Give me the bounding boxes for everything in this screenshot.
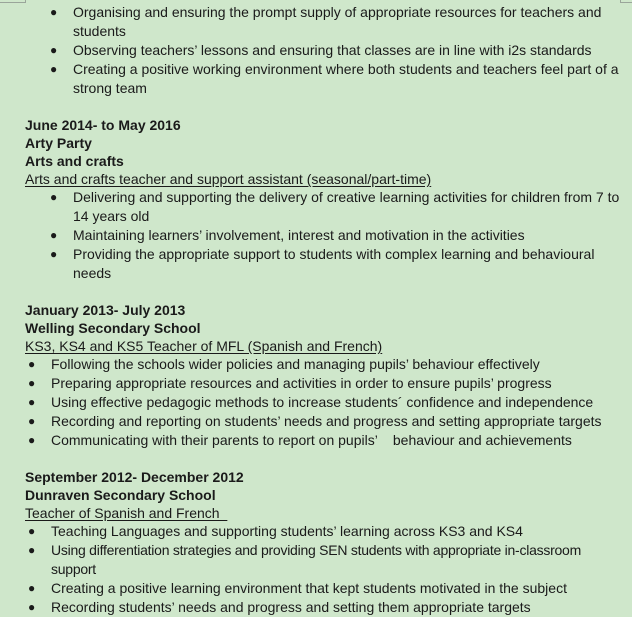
bullet-icon: ●: [28, 433, 36, 447]
list-item: [0, 3, 632, 41]
bullet-list: [0, 3, 632, 98]
section-arty-party: [0, 116, 632, 283]
list-item-text: Following the schools wider policies and managing pupils’ behaviour effectively: [51, 356, 540, 372]
list-item: [0, 579, 632, 598]
list-item: [0, 541, 632, 579]
list-item-text: Maintaining learners’ involvement, interest and motivation in the activities: [73, 227, 525, 243]
job-employer: Welling Secondary School: [25, 320, 201, 336]
job-role: [0, 337, 632, 355]
bullet-icon: ●: [50, 5, 58, 19]
bullet-icon: ●: [50, 228, 58, 242]
list-item: [0, 522, 632, 541]
list-item-text: Teaching Languages and supporting students’ learning across KS3 and KS4: [51, 523, 523, 539]
bullet-icon: ●: [28, 414, 36, 428]
bullet-icon: ●: [50, 62, 58, 76]
list-item-text: Recording and reporting on students’ needs and progress and setting appropriate targets: [51, 413, 602, 429]
bullet-icon: ●: [28, 581, 36, 595]
list-item: [0, 374, 632, 393]
list-item-text: Observing teachers’ lessons and ensuring that classes are in line with i2s standards: [73, 42, 592, 58]
section-dunraven: [0, 468, 632, 617]
bullet-icon: ●: [28, 395, 36, 409]
list-item-text: Creating a positive learning environment that kept students motivated in the subject: [51, 580, 567, 596]
list-item: [0, 598, 632, 617]
job-role-text: Arts and crafts teacher and support assistant (seasonal/part-time): [25, 171, 432, 187]
job-role-text: Teacher of Spanish and French: [25, 505, 228, 521]
list-item: [0, 355, 632, 374]
bullet-icon: ●: [28, 543, 36, 557]
list-item: [0, 393, 632, 412]
list-item-text: Preparing appropriate resources and activities in order to ensure pupils’ progress: [51, 375, 552, 391]
bullet-list: [0, 355, 632, 450]
job-dates: September 2012- December 2012: [25, 469, 244, 485]
section-continued: [0, 0, 632, 98]
job-role-text: KS3, KS4 and KS5 Teacher of MFL (Spanish and French): [25, 338, 383, 354]
section-welling: [0, 301, 632, 450]
bullet-icon: ●: [50, 190, 58, 204]
list-item-text: Using differentiation strategies and providing SEN students with appropriate in-classroom support: [51, 542, 582, 577]
job-role: [0, 170, 632, 188]
job-dates: January 2013- July 2013: [25, 302, 186, 318]
list-item: [0, 245, 632, 283]
list-item: [0, 188, 632, 226]
list-item: [0, 431, 632, 450]
bullet-icon: ●: [28, 376, 36, 390]
list-item: [0, 41, 632, 60]
list-item-text: Recording students’ needs and progress and setting them appropriate targets: [51, 599, 531, 615]
list-item: [0, 412, 632, 431]
bullet-icon: ●: [28, 524, 36, 538]
job-field: Arts and crafts: [25, 153, 124, 169]
list-item: [0, 226, 632, 245]
job-dates: June 2014- to May 2016: [25, 117, 181, 133]
list-item-text: Providing the appropriate support to students with complex learning and behavioural needs: [73, 246, 595, 281]
bullet-list: [0, 188, 632, 283]
bullet-icon: ●: [28, 600, 36, 614]
job-employer: Dunraven Secondary School: [25, 487, 216, 503]
list-item: [0, 60, 632, 98]
list-item-text: Creating a positive working environment where both students and teachers feel part of a strong team: [73, 61, 619, 96]
bullet-icon: ●: [50, 43, 58, 57]
bullet-icon: ●: [28, 357, 36, 371]
bullet-list: [0, 522, 632, 617]
list-item-text: Delivering and supporting the delivery of creative learning activities for children from 7 to 14 years old: [73, 189, 620, 224]
job-role: [0, 504, 632, 522]
list-item-text: Communicating with their parents to report on pupils’ behaviour and achievements: [51, 432, 572, 448]
bullet-icon: ●: [50, 247, 58, 261]
list-item-text: Using effective pedagogic methods to increase students´ confidence and independence: [51, 394, 594, 410]
list-item-text: Organising and ensuring the prompt supply of appropriate resources for teachers and students: [73, 4, 602, 39]
job-employer: Arty Party: [25, 135, 92, 151]
